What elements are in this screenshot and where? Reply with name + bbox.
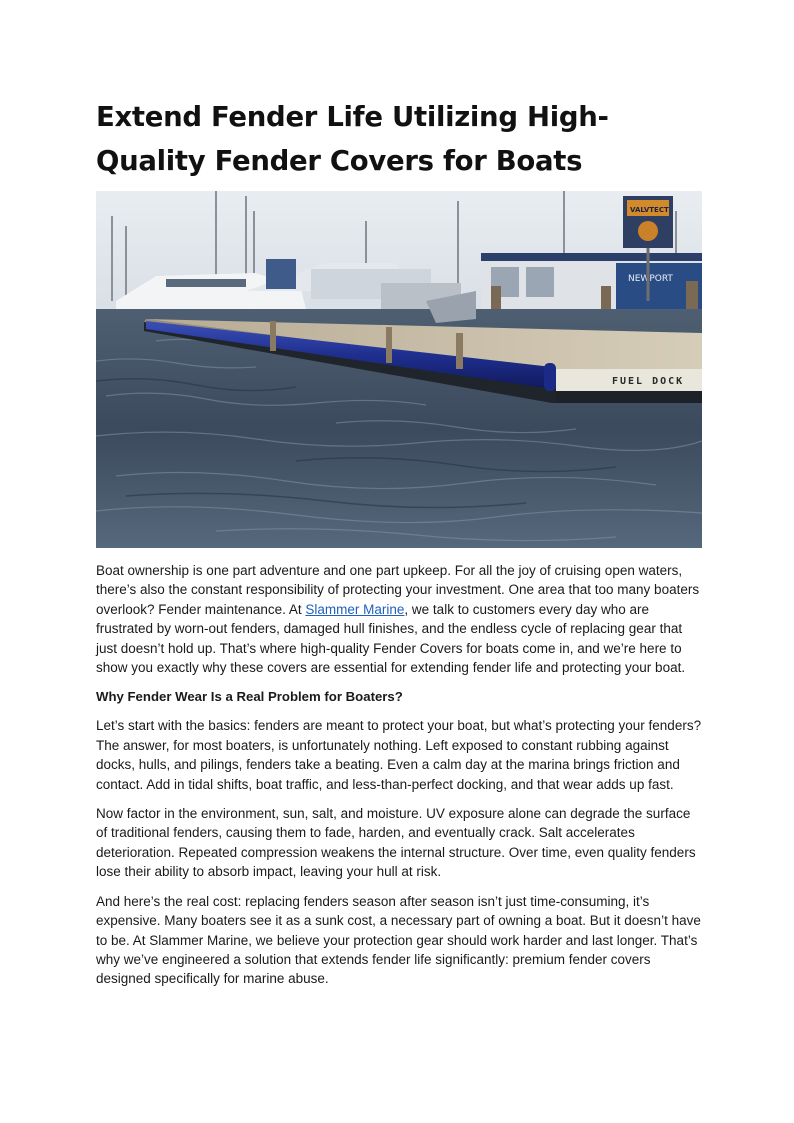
brand-sign: VALVTECT [630, 206, 669, 214]
paragraph-environment: Now factor in the environment, sun, salt, and moisture. UV exposure alone can degrade the surface of traditional fenders, causing them to fade, harden, and eventually crack. Salt accelerates deterioration. Repeated compression weakens the internal structure. Over time, even quality fenders lose their ability to absorb impact, leaving your hull at risk. [96, 806, 696, 880]
harbor-sign: NEWPORT [628, 274, 673, 284]
section-heading: Why Fender Wear Is a Real Problem for Boaters? [96, 689, 403, 705]
article-body [96, 561, 702, 999]
slammer-marine-link[interactable]: Slammer Marine [305, 601, 405, 617]
hero-image-fuel-dock [96, 191, 702, 548]
page-title: Extend Fender Life Utilizing High-Quality Fender Covers for Boats [96, 101, 609, 177]
paragraph-intro: Boat ownership is one part adventure and one part upkeep. For all the joy of cruising open waters, there’s also the constant responsibility of protecting your investment. One area that too many boaters overlook? Fender maintenance. At Slammer Marine, we talk to customers every day who are frustrated by worn-out fenders, damaged hull finishes, and the endless cycle of replacing gear that just doesn’t hold up. That’s where high-quality Fender Covers for boats come in, and we’re here to show you exactly why these covers are essential for extending fender life and protecting your boat. [96, 563, 700, 676]
paragraph-basics: Let’s start with the basics: fenders are meant to protect your boat, but what’s protecting your fenders? The answer, for most boaters, is unfortunately nothing. Left exposed to constant rubbing against docks, hulls, and pilings, fenders take a beating. Even a calm day at the marina brings friction and contact. Add in tidal shifts, boat traffic, and less-than-perfect docking, and that wear adds up fast. [96, 718, 702, 792]
fuel-dock-sign: FUEL DOCK [612, 376, 685, 387]
paragraph-cost: And here’s the real cost: replacing fenders season after season isn’t just time-consuming, it’s expensive. Many boaters see it as a sunk cost, a necessary part of owning a boat. But it doesn’t have to be. At Slammer Marine, we believe your protection gear should work harder and last longer. That’s why we’ve engineered a solution that extends fender life significantly: premium fender covers designed specifically for marine abuse. [96, 893, 701, 987]
